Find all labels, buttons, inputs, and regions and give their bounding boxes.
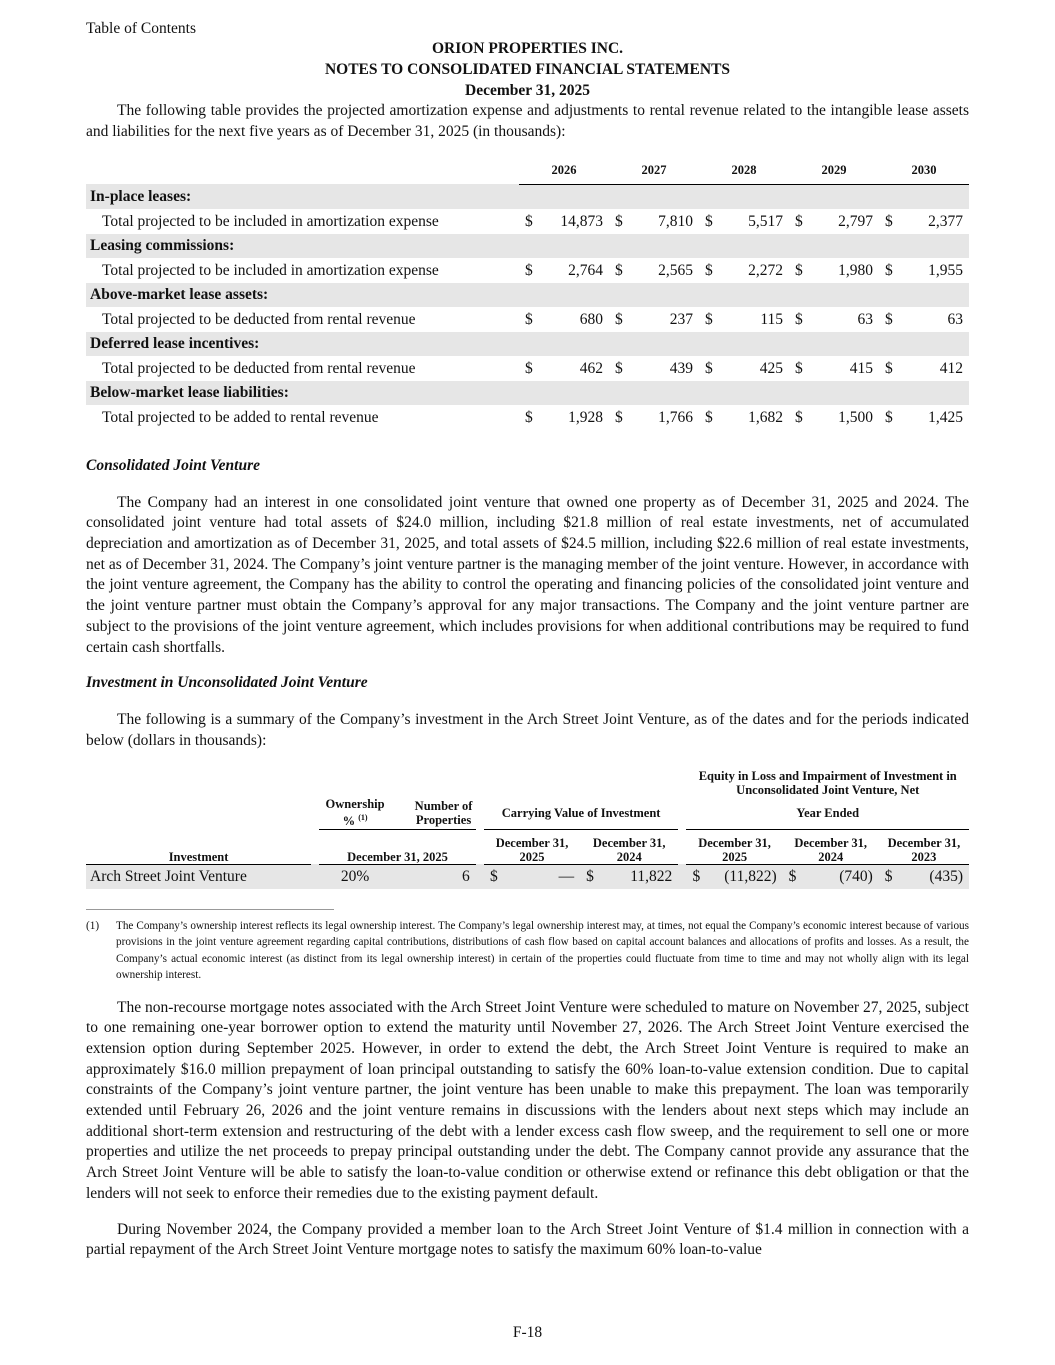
table-cell-value: 14,873 [560,212,603,230]
currency-symbol: $ [615,359,623,377]
ownership-header: Ownership % $^{(1)}$ [319,797,391,829]
table-cell-value: 115 [760,310,783,328]
unconsolidated-jv-paragraph: The following is a summary of the Company’s investment in the Arch Street Joint Venture, as of the dates and for the periods indicated below (dollars in thousands): [86,710,969,749]
table-group-heading-row [86,283,969,308]
currency-symbol: $ [615,212,623,230]
year-header: 2029 [789,158,879,184]
currency-symbol: $ [783,864,806,889]
currency-symbol: $ [885,212,893,230]
investment-name: Arch Street Joint Venture [86,864,311,889]
currency-symbol: $ [525,359,533,377]
equity-loss-2023: (435) [901,864,969,889]
carrying-date-header: December 31, 2025 [484,829,580,864]
page-number: F-18 [512,1324,543,1341]
table-row [86,258,969,283]
equity-date-header: December 31, 2025 [686,829,782,864]
currency-symbol: $ [705,408,713,426]
table-cell-value: 439 [669,359,693,377]
equity-loss-header: Equity in Loss and Impairment of Investment in Unconsolidated Joint Venture, Net [698,769,957,798]
currency-symbol: $ [885,359,893,377]
currency-symbol: $ [615,408,623,426]
table-cell-value: 1,955 [928,261,963,279]
table-row [86,864,969,889]
table-cell-value: 680 [579,310,603,328]
table-cell-value: 5,517 [748,212,783,230]
document-page [86,18,969,1261]
properties-value: 6 [411,864,475,889]
currency-symbol: $ [795,212,803,230]
year-header: 2028 [699,158,789,184]
table-group-heading: Deferred lease incentives: [86,332,969,357]
table-cell-value: 1,425 [928,408,963,426]
intro-paragraph: The following table provides the projected amortization expense and adjustments to rental revenue related to the intangible lease assets and liabilities for the next five years as of December 31, 2025 (in thousands): [86,102,969,140]
table-group-heading-row [86,234,969,259]
row-label: Total projected to be included in amortization expense [102,212,439,230]
table-row [86,405,969,430]
currency-symbol: $ [615,261,623,279]
row-label: Total projected to be deducted from rental revenue [102,310,416,328]
table-cell-value: 2,797 [838,212,873,230]
currency-symbol: $ [525,212,533,230]
equity-date-header: December 31, 2023 [879,829,969,864]
table-row [86,209,969,234]
table-cell-value: 63 [947,310,963,328]
row-label: Total projected to be deducted from rental revenue [102,359,416,377]
equity-date-header: December 31, 2024 [783,829,879,864]
amortization-table [86,158,969,430]
currency-symbol: $ [795,261,803,279]
table-group-heading-row [86,184,969,209]
table-group-heading-row [86,332,969,357]
table-cell-value: 425 [759,359,783,377]
table-group-heading: Leasing commissions: [86,234,969,259]
footnote [86,918,969,984]
table-cell-value: 415 [849,359,873,377]
table-cell-value: 237 [669,310,693,328]
table-group-heading: Above-market lease assets: [86,283,969,308]
carrying-value-2024: 11,822 [603,864,679,889]
currency-symbol: $ [525,408,533,426]
table-cell-value: 1,980 [838,261,873,279]
table-cell-value: 2,377 [928,212,963,230]
properties-header: Number of Properties [411,797,475,829]
company-name: ORION PROPERTIES INC. [431,40,624,57]
currency-symbol: $ [525,310,533,328]
row-label: Total projected to be added to rental revenue [102,408,379,426]
jv-investment-table [86,769,969,888]
table-cell-value: 2,565 [658,261,693,279]
currency-symbol: $ [885,408,893,426]
table-group-heading-row [86,381,969,406]
table-cell-value: 412 [939,359,963,377]
footnote-text: The Company’s ownership interest reflects its legal ownership interest. The Company’s legal ownership interest may, at times, not equal the Company’s economic interest because of various provisions in the joint venture agreement regarding capital contributions, distributions of cash flow based on capital account balances and allocations of profits and losses. As a result, the Company’s actual economic interest (as distinct from its legal ownership interest) in certain of the properties could fluctuate from time to time and may not wholly align with its legal ownership interest. [116,919,969,981]
table-cell-value: 1,766 [658,408,693,426]
currency-symbol: $ [580,864,603,889]
table-cell-value: 63 [857,310,873,328]
currency-symbol: $ [795,408,803,426]
investment-header: Investment [86,829,311,864]
table-group-heading: Below-market lease liabilities: [86,381,969,406]
table-cell-value: 7,810 [658,212,693,230]
currency-symbol: $ [705,261,713,279]
year-header: 2026 [519,158,609,184]
ownership-value: 20% [319,864,391,889]
document-date: December 31, 2025 [465,82,590,99]
unconsolidated-jv-heading: Investment in Unconsolidated Joint Venture [86,674,368,692]
carrying-value-header: Carrying Value of Investment [484,797,678,829]
year-header-row [86,158,969,184]
carrying-date-header: December 31, 2024 [580,829,678,864]
currency-symbol: $ [615,310,623,328]
currency-symbol: $ [484,864,507,889]
currency-symbol: $ [705,359,713,377]
row-label: Total projected to be included in amortization expense [102,261,439,279]
currency-symbol: $ [885,310,893,328]
table-row [86,307,969,332]
member-loan-paragraph: During November 2024, the Company provided a member loan to the Arch Street Joint Venture of $1.4 million in connection with a partial repayment of the Arch Street Joint Venture mortgage notes to satisfy the maximum 60% loan-to-value [86,1220,969,1259]
currency-symbol: $ [795,310,803,328]
year-header: 2027 [609,158,699,184]
currency-symbol: $ [705,212,713,230]
consolidated-jv-paragraph: The Company had an interest in one consolidated joint venture that owned one property as of December 31, 2025 and 2024. The consolidated joint venture had total assets of $24.0 million, including $21.8 million of real estate investments, net of accumulated depreciation and amortization as of December 31, 2025, and total assets of $24.5 million, including $22.6 million of real estate investments, net as of December 31, 2024. The Company’s joint venture partner is the managing member of the joint venture. However, in accordance with the joint venture agreement, the Company has the ability to control the operating and financing policies of the consolidated joint venture and the joint venture partner must obtain the Company’s approval for any major transactions. The Company and the joint venture partner are subject to the provisions of the joint venture agreement, which includes provisions for when additional contributions may be required to fund certain cash shortfalls. [86,493,969,656]
currency-symbol: $ [686,864,709,889]
currency-symbol: $ [705,310,713,328]
consolidated-jv-heading: Consolidated Joint Venture [86,456,260,474]
table-group-heading: In-place leases: [86,184,969,209]
equity-loss-2025: (11,822) [709,864,783,889]
table-cell-value: 2,272 [748,261,783,279]
mortgage-notes-paragraph: The non-recourse mortgage notes associated with the Arch Street Joint Venture were scheduled to mature on November 27, 2025, subject to one remaining one-year borrower option to extend the maturity until November 27, 2026. The Arch Street Joint Venture exercised the extension option during September 2025. However, in order to extend the debt, the Arch Street Joint Venture is required to make an approximately $16.0 million prepayment of loan principal outstanding to satisfy the 60% loan-to-value extension condition. Due to capital constraints of the Company’s joint venture partner, the joint venture has been unable to make this prepayment. The loan was temporarily extended until February 26, 2026 and the joint venture remains in discussions with the lenders about next steps which may include an additional short-term extension and restructuring of the debt with a lender excess cash flow sweep, and the requirement to sell one or more properties and utilize the net proceeds to prepay principal outstanding under the debt. The Company cannot provide any assurance that the Arch Street Joint Venture will be able to satisfy the loan-to-value condition or otherwise extend or refinance this debt obligation or that the lenders will not seek to enforce their remedies due to the existing payment default. [86,998,969,1202]
table-cell-value: 1,928 [568,408,603,426]
year-header: 2030 [879,158,969,184]
amortization-rows [86,184,969,430]
equity-loss-2024: (740) [805,864,879,889]
as-of-header: December 31, 2025 [319,829,476,864]
currency-symbol: $ [795,359,803,377]
table-row [86,356,969,381]
currency-symbol: $ [879,864,902,889]
table-cell-value: 2,764 [568,261,603,279]
table-cell-value: 1,682 [748,408,783,426]
footnote-marker: (1) [86,919,100,932]
footnote-divider [86,909,334,910]
table-of-contents-link[interactable]: Table of Contents [86,20,196,37]
table-cell-value: 1,500 [838,408,873,426]
table-cell-value: 462 [579,359,603,377]
currency-symbol: $ [885,261,893,279]
document-title: NOTES TO CONSOLIDATED FINANCIAL STATEMENTS [324,61,731,78]
carrying-value-2025: — [506,864,580,889]
year-ended-header: Year Ended [686,797,969,829]
currency-symbol: $ [525,261,533,279]
